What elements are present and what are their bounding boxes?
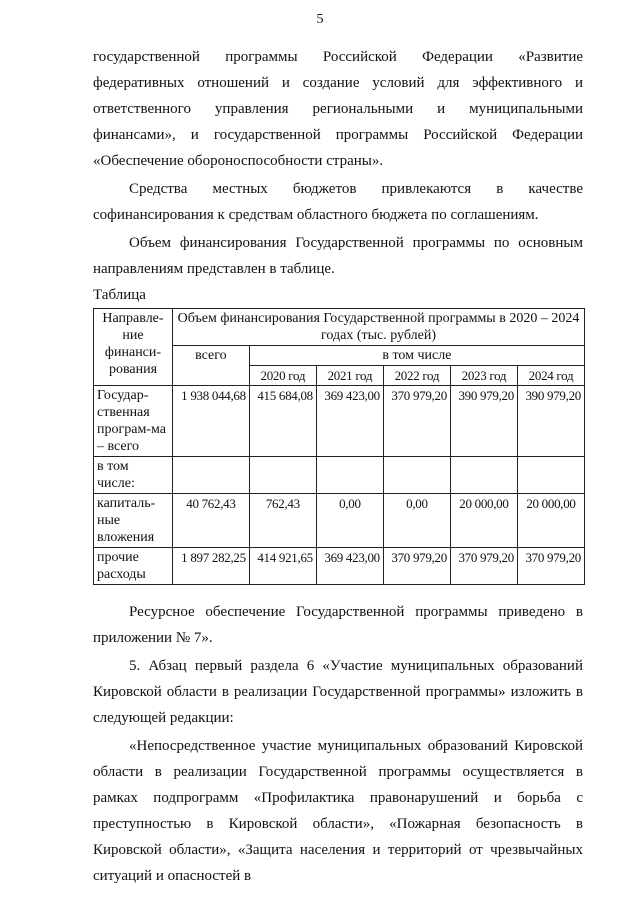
header-year: 2022 год [383, 366, 450, 386]
table-row [94, 386, 585, 457]
paragraph: «Непосредственное участие муниципальных образований Кировской области в реализации Государственной программы осуществляется в рамках подпрограмм «Профилактика правонарушений и борьба с преступностью в Кировской области», «Пожарная безопасность в Кировской области», «Защита населения и территорий от чрезвычайных ситуаций и опасностей в [93, 738, 583, 884]
cell-value: 369 423,00 [316, 548, 383, 585]
cell-value: 369 423,00 [316, 386, 383, 457]
cell-value [517, 457, 584, 494]
cell-value [383, 457, 450, 494]
cell-value: 370 979,20 [383, 386, 450, 457]
cell-total [173, 457, 250, 494]
paragraph: 5. Абзац первый раздела 6 «Участие муниципальных образований Кировской области в реализации Государственной программы» изложить в следующей редакции: [93, 658, 583, 726]
cell-value [249, 457, 316, 494]
cell-value: 415 684,08 [249, 386, 316, 457]
header-total: всего [173, 346, 250, 386]
cell-total: 40 762,43 [173, 494, 250, 548]
paragraph: Ресурсное обеспечение Государственной программы приведено в приложении № 7». [93, 604, 583, 646]
paragraph: Средства местных бюджетов привлекаются в качестве софинансирования к средствам областного бюджета по соглашениям. [93, 181, 583, 223]
cell-value [450, 457, 517, 494]
header-year: 2020 год [249, 366, 316, 386]
cell-value: 762,43 [249, 494, 316, 548]
row-label: Государ-ственная програм-ма – всего [94, 386, 173, 457]
header-year: 2021 год [316, 366, 383, 386]
document-body [93, 44, 583, 889]
cell-value: 20 000,00 [450, 494, 517, 548]
cell-value: 370 979,20 [450, 548, 517, 585]
header-year: 2024 год [517, 366, 584, 386]
cell-value: 390 979,20 [450, 386, 517, 457]
table-row [94, 494, 585, 548]
paragraph: Объем финансирования Государственной программы по основным направлениям представлен в таблице. [93, 235, 583, 277]
header-year: 2023 год [450, 366, 517, 386]
table-row [94, 548, 585, 585]
row-label: прочие расходы [94, 548, 173, 585]
cell-value: 0,00 [316, 494, 383, 548]
row-label: в том числе: [94, 457, 173, 494]
financing-table [93, 308, 585, 585]
cell-total: 1 938 044,68 [173, 386, 250, 457]
header-volume: Объем финансирования Государственной программы в 2020 – 2024 годах (тыс. рублей) [173, 309, 585, 346]
row-label: капиталь-ные вложения [94, 494, 173, 548]
table-row [94, 457, 585, 494]
cell-value: 0,00 [383, 494, 450, 548]
cell-value: 20 000,00 [517, 494, 584, 548]
cell-value: 370 979,20 [517, 548, 584, 585]
table-caption: Таблица [93, 287, 146, 303]
cell-value [316, 457, 383, 494]
cell-value: 370 979,20 [383, 548, 450, 585]
page-number: 5 [316, 12, 324, 27]
cell-value: 390 979,20 [517, 386, 584, 457]
cell-value: 414 921,65 [249, 548, 316, 585]
cell-total: 1 897 282,25 [173, 548, 250, 585]
header-including: в том числе [249, 346, 584, 366]
paragraph: государственной программы Российской Федерации «Развитие федеративных отношений и создание условий для эффективного и ответственного управления региональными и муниципальными финансами», и государственной программы Российской Федерации «Обеспечение обороноспособности страны». [93, 49, 583, 169]
header-direction: Направле-ние финанси-рования [94, 309, 173, 386]
